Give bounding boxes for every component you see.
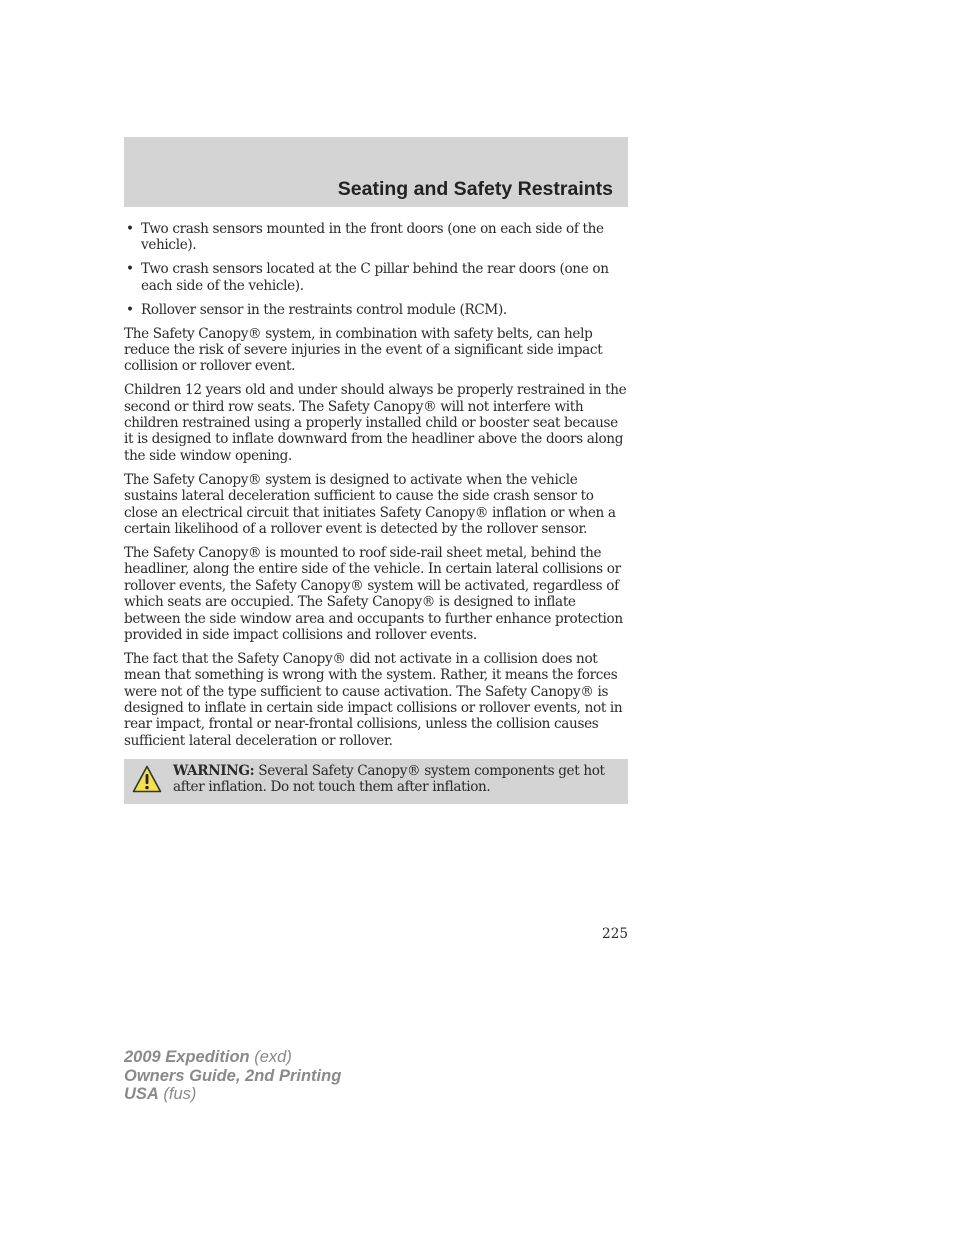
- paragraph: Children 12 years old and under should always be properly restrained in the second or third row seats. The Safety Canopy® will not interfere with children restrained using a properly installed child or booster seat because it is designed to inflate downward from the headliner above the doors along the side window opening.: [124, 382, 627, 464]
- paragraph: The Safety Canopy® is mounted to roof side-rail sheet metal, behind the headliner, along the entire side of the vehicle. In certain lateral collisions or rollover events, the Safety Canopy® system will be activated, regardless of which seats are occupied. The Safety Canopy® is designed to inflate between the side window area and occupants to further enhance protection provided in side impact collisions and rollover events.: [124, 544, 623, 643]
- page-number: 225: [602, 926, 628, 942]
- bullet-marker: •: [126, 261, 134, 278]
- warning-text: [173, 763, 623, 796]
- list-item-text: Two crash sensors located at the C pillar behind the rear doors (one on each side of the vehicle).: [141, 261, 609, 294]
- list-item-text: Two crash sensors mounted in the front doors (one on each side of the vehicle).: [141, 221, 604, 254]
- warning-triangle-icon: [132, 765, 162, 793]
- footer-market-code: (fus): [158, 1085, 197, 1103]
- list-item: [124, 302, 628, 318]
- footer-model: 2009 Expedition: [124, 1048, 250, 1066]
- section-title: Seating and Safety Restraints: [337, 178, 613, 200]
- footer-printing: Owners Guide, 2nd Printing: [124, 1066, 342, 1085]
- footer-model-code: (exd): [249, 1048, 292, 1066]
- paragraph: The Safety Canopy® system is designed to activate when the vehicle sustains lateral deceleration sufficient to cause the side crash sensor to close an electrical circuit that initiates Safety Canopy® inflation or when a certain likelihood of a rollover event is detected by the rollover sensor.: [124, 471, 616, 537]
- footer-line: [124, 1067, 341, 1086]
- section-header: [124, 137, 628, 207]
- list-item: [124, 221, 628, 254]
- warning-message: Several Safety Canopy® system components get hot after inflation. Do not touch them after inflation.: [173, 763, 605, 796]
- bullet-marker: •: [126, 301, 134, 318]
- paragraph: The Safety Canopy® system, in combination with safety belts, can help reduce the risk of severe injuries in the event of a significant side impact collision or rollover event.: [124, 325, 603, 375]
- warning-box: [124, 759, 628, 804]
- footer-market: USA: [124, 1085, 159, 1103]
- paragraph: The fact that the Safety Canopy® did not activate in a collision does not mean that something is wrong with the system. Rather, it means the forces were not of the type sufficient to cause activation. The Safety Canopy® is designed to inflate in certain side impact collisions or rollover events, not in rear impact, frontal or near-frontal collisions, unless the collision causes sufficient lateral deceleration or rollover.: [124, 650, 623, 749]
- warning-label: WARNING:: [173, 763, 255, 779]
- footer-line: [124, 1048, 341, 1067]
- sensor-list: [124, 221, 628, 318]
- list-item-text: Rollover sensor in the restraints control module (RCM).: [141, 301, 507, 318]
- bullet-marker: •: [126, 221, 134, 237]
- document-footer: [124, 1048, 341, 1104]
- main-content: [124, 221, 628, 757]
- list-item: [124, 261, 628, 294]
- footer-line: [124, 1085, 341, 1104]
